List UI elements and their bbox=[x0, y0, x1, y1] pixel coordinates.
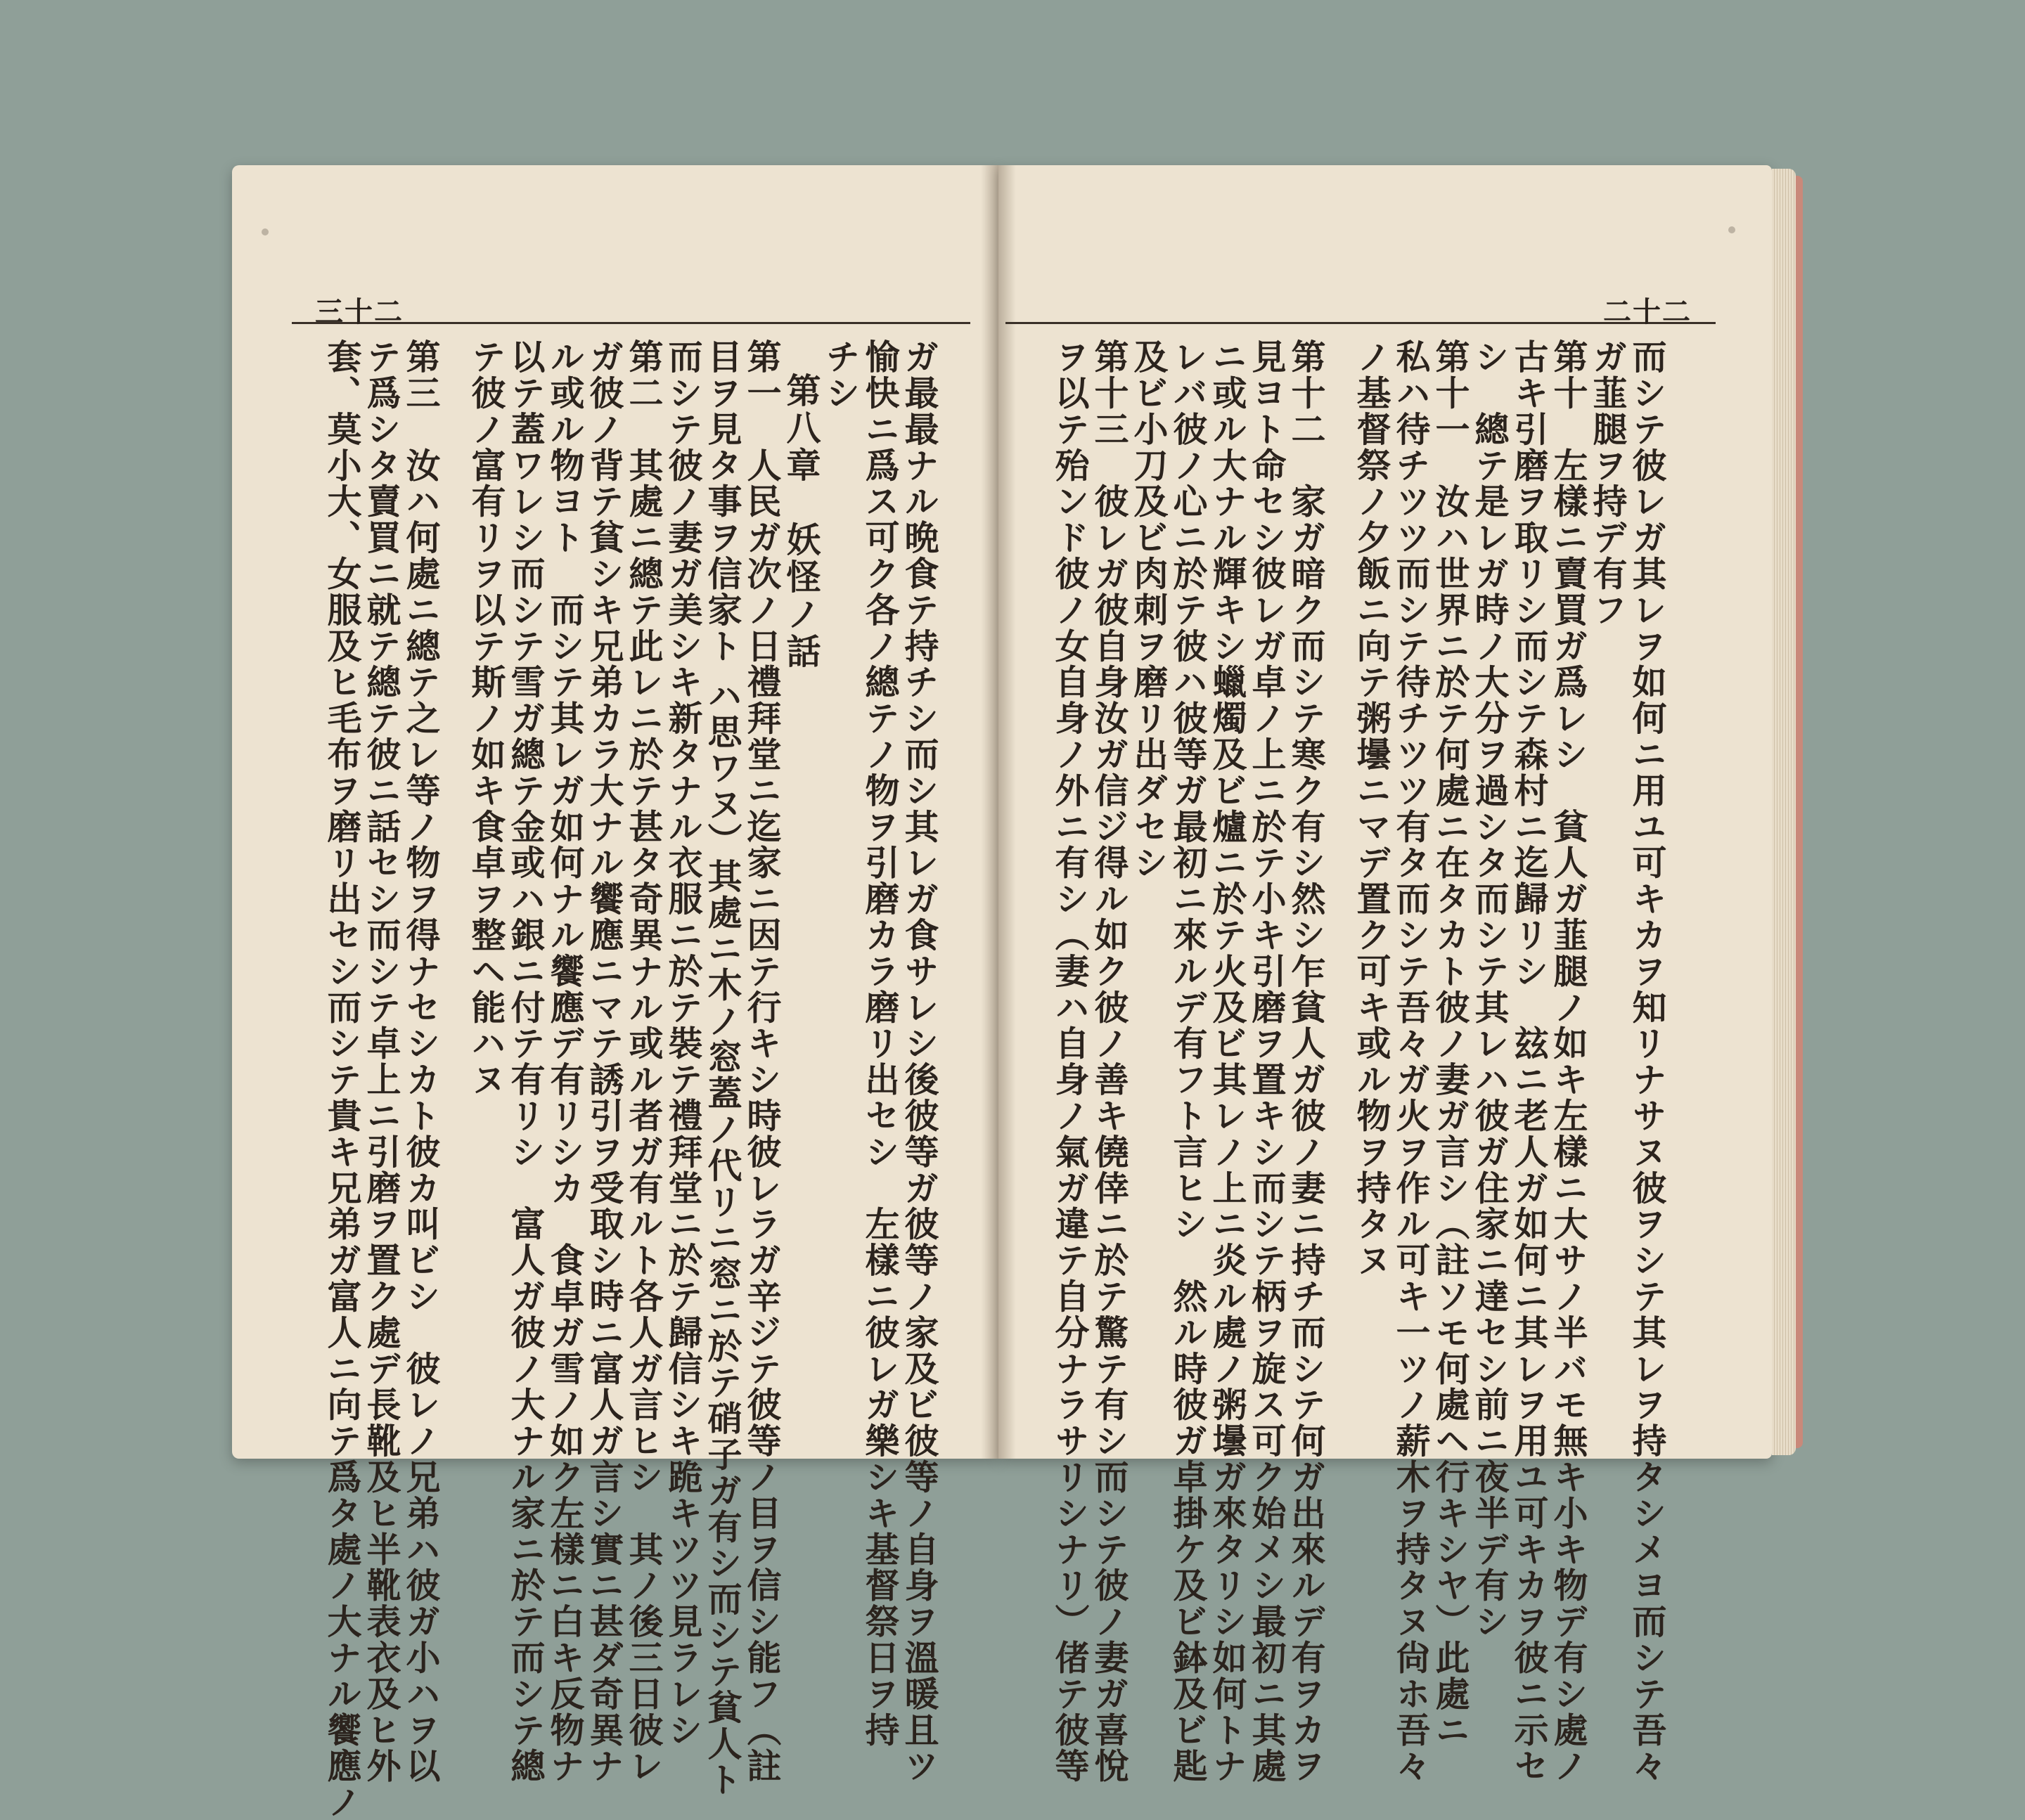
text-column: 私ハ待チツツ而シテ待チツツ有タ而シテ吾々ガ火ヲ作ル可キ一ツノ薪木ヲ持タヌ尙ホ吾々 bbox=[1391, 339, 1432, 1785]
text-column: テ彼ノ富有リヲ以テ斯ノ如キ食卓ヲ整ヘ能ハヌ bbox=[466, 339, 507, 1098]
text-column: 而シテ彼レガ其レヲ如何ニ用ユ可キカヲ知リナサヌ彼ヲシテ其レヲ持タシメヨ而シテ吾々 bbox=[1627, 339, 1668, 1784]
text-column: シ 總テ是レガ時ノ大分ヲ過シタ而シテ其レハ彼ガ住家ニ達セシ前ニ夜半デ有シ bbox=[1470, 339, 1510, 1640]
text-column: チシ bbox=[821, 339, 861, 411]
text-column: 以テ蓋ワレシ而シテ雪ガ總テ金或ハ銀ニ付テ有リシ 富人ガ彼ノ大ナル家ニ於テ而シテ總 bbox=[506, 339, 546, 1784]
text-column: 套、莫小大、女服及ヒ毛布ヲ磨リ出セシ而シテ貴キ兄弟ガ富人ニ向テ爲タ處ノ大ナル饗應ノ bbox=[322, 339, 363, 1820]
text-column: 第十二 家ガ暗ク而シテ寒ク有シ然シ乍貧人ガ彼ノ妻ニ持チ而シテ何ガ出來ルデ有ヲカヲ bbox=[1286, 339, 1327, 1785]
text-column: 第二 其處ニ總テ此レニ於テ甚タ奇異ナル或ル者ガ有ルト各人ガ言ヒシ 其ノ後三日彼レ bbox=[624, 339, 664, 1785]
text-column: ヲ以テ殆ンド彼ノ女自身ノ外ニ有シ（妻ハ自身ノ氣ガ違テ自分ナラサリシナリ）偖テ彼等 bbox=[1050, 339, 1091, 1784]
text-column: 而シテ彼ノ妻ガ美シキ新タナル衣服ニ於テ裝テ禮拜堂ニ於テ歸信シキ跪キツツ見ラレシ bbox=[663, 339, 704, 1748]
page-number-left: 三十二 bbox=[315, 295, 404, 328]
text-column: 目ヲ見タ事ヲ信家ト ハ思ワヌ）其處ニ木ノ窓蓋ノ代リニ窓ニ於テ硝子ガ有シ而シテ貧人ト bbox=[702, 339, 743, 1798]
page-edges bbox=[1772, 169, 1796, 1455]
chapter-heading: 第八章 妖怪ノ話 bbox=[781, 373, 822, 671]
page-number-right: 二十二 bbox=[1603, 295, 1692, 328]
text-column: ガ韮腿ヲ持デ有フ bbox=[1588, 339, 1628, 628]
text-column: 及ビ小刀及ビ肉刺ヲ磨リ出ダセシ bbox=[1129, 339, 1169, 881]
text-column: ガ最最ナル晩食テ持チシ而シ其レガ食サレシ後彼等ガ彼等ノ家及ビ彼等ノ自身ヲ溫暖且ツ bbox=[899, 339, 940, 1784]
text-column: ガ彼ノ背テ貧シキ兄弟カラ大ナル饗應ニマテ誘引ヲ受取シ時ニ富人ガ言シ實ニ甚ダ奇異ナ bbox=[584, 339, 625, 1784]
text-column: 第十 左樣ニ賣買ガ爲レシ 貧人ガ韮腿ノ如キ左樣ニ大サノ半バモ無キ小キ物デ有シ處ノ bbox=[1548, 339, 1589, 1785]
text-column: レバ彼ノ心ニ於テ彼ハ彼等ガ最初ニ來ルデ有フト言ヒシ 然ル時彼ガ卓掛ケ及ビ鉢及ビ匙 bbox=[1168, 339, 1209, 1784]
text-column: 古キ引磨ヲ取リシ而シテ森村ニ迄歸リシ 玆ニ老人ガ如何ニ其レヲ用ユ可キカヲ彼ニ示セ bbox=[1509, 339, 1550, 1784]
text-column: ル或ル物ヨト 而シテ其レガ如何ナル饗應デ有リシカ 食卓ガ雪ノ如ク左樣ニ白キ反物ナ bbox=[545, 339, 586, 1784]
text-column: 第十一 汝ハ世界ニ於テ何處ニ在タカト彼ノ妻ガ言シ（註ソモ何處ヘ行キシヤ）此處ニ bbox=[1430, 339, 1471, 1748]
paper-blemish bbox=[262, 228, 269, 235]
text-column: 第十三 彼レガ彼自身汝ガ信ジ得ル如ク彼ノ善キ僥倖ニ於テ驚テ有シ而シテ彼ノ妻ガ喜悅 bbox=[1089, 339, 1130, 1785]
text-column: テ爲シタ賣買ニ就テ總テ彼ニ話セシ而シテ卓上ニ引磨ヲ置ク處デ長靴及ヒ半靴表衣及ヒ外 bbox=[361, 339, 402, 1784]
text-column: ニ或ル大ナル輝キシ蠟燭及ビ爐ニ於テ火及ビ其レノ上ニ炎ル處ノ粥壜ガ來タリシ如何トナ bbox=[1207, 339, 1248, 1785]
book-gutter bbox=[981, 165, 1016, 1459]
text-column: 見ヨト命セシ彼レガ卓ノ上ニ於テ小キ引磨ヲ置キシ而シテ柄ヲ旋ス可ク始メシ最初ニ其處 bbox=[1247, 339, 1287, 1784]
paper-blemish bbox=[1728, 226, 1735, 233]
text-column: ノ基督祭ノ夕飯ニ向テ粥壜ニマデ置ク可キ或ル物ヲ持タヌ bbox=[1351, 339, 1392, 1279]
text-column: 第三 汝ハ何處ニ總テ之レ等ノ物ヲ得ナセシカト彼カ叫ビシ 彼レノ兄弟ハ彼ガ小ハヲ以 bbox=[401, 339, 442, 1785]
text-column: 愉快ニ爲ス可ク各ノ總テノ物ヲ引磨カラ磨リ出セシ 左樣ニ彼レガ樂シキ基督祭日ヲ持 bbox=[860, 339, 901, 1748]
text-column: 第一 人民ガ次ノ日禮拜堂ニ迄家ニ因テ行キシ時彼レラガ辛ジテ彼等ノ目ヲ信シ能フ（註 bbox=[742, 339, 783, 1784]
